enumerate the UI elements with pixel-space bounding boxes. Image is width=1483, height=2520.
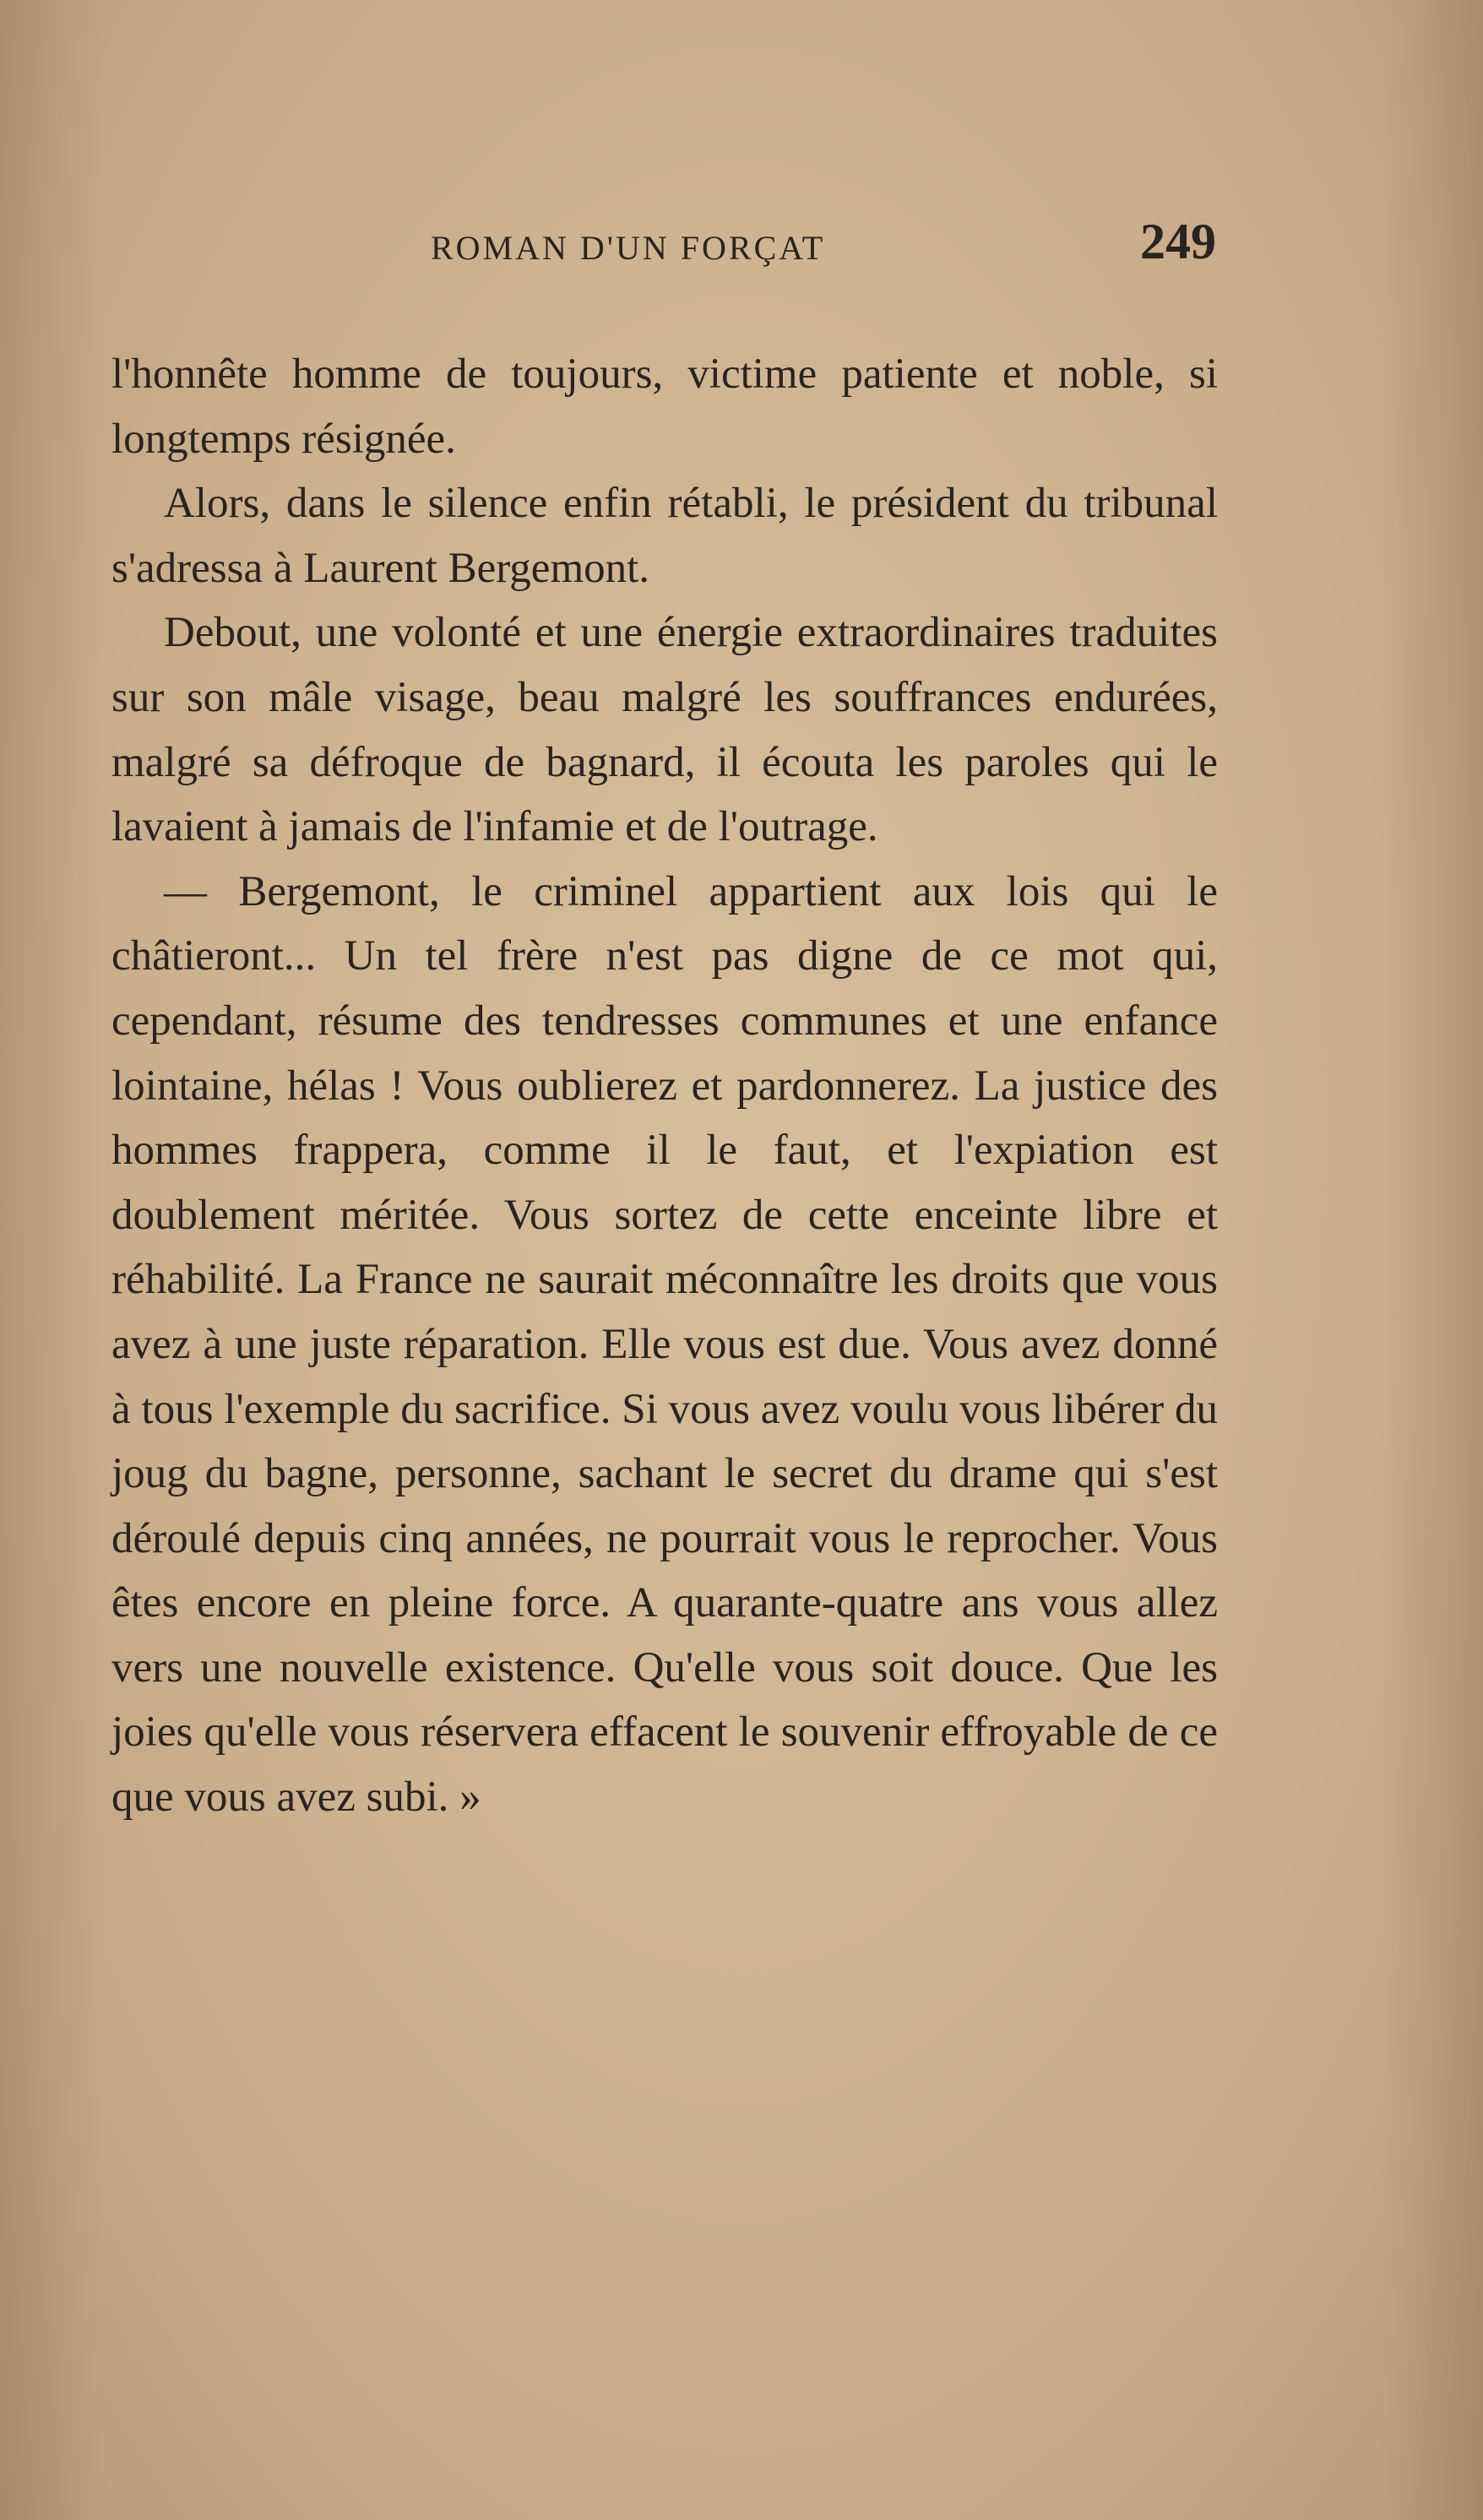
- paragraph: — Bergemont, le criminel appartient aux lois qui le châtieront... Un tel frère n'est pas digne de ce mot qui, cependant, résume des tendresses communes et une enfance lointaine, hélas ! Vous oublierez et pardonnerez. La justice des hommes frappera, comme il le faut, et l'expiation est doublement méritée. Vous sortez de cette enceinte libre et réhabilité. La France ne saurait méconnaître les droits que vous avez à une juste réparation. Elle vous est due. Vous avez donné à tous l'exemple du sacrifice. Si vous avez voulu vous libérer du joug du bagne, personne, sachant le secret du drame qui s'est déroulé depuis cinq années, ne pourrait vous le reprocher. Vous êtes encore en pleine force. A quarante-quatre ans vous allez vers une nouvelle existence. Qu'elle vous soit douce. Que les joies qu'elle vous réservera effacent le souvenir effroyable de ce que vous avez subi. »: [111, 867, 1218, 1822]
- paragraph: l'honnête homme de toujours, victime patiente et noble, si longtemps résignée.: [111, 350, 1218, 463]
- page-edge-shadow-left: [0, 0, 101, 2520]
- page-edge-shadow-right: [1382, 0, 1483, 2520]
- page-header: [118, 213, 1216, 280]
- paragraph: Debout, une volonté et une énergie extraordinaires traduites sur son mâle visage, beau malgré les souffrances endurées, malgré sa défroque de bagnard, il écouta les paroles qui le lavaient à jamais de l'infamie et de l'outrage.: [111, 609, 1218, 851]
- body-text: [111, 342, 1218, 1830]
- running-title: ROMAN D'UN FORÇAT: [431, 229, 826, 267]
- page-number: 249: [1140, 214, 1216, 269]
- paragraph: Alors, dans le silence enfin rétabli, le président du tribunal s'adressa à Laurent Bergemont.: [111, 480, 1218, 592]
